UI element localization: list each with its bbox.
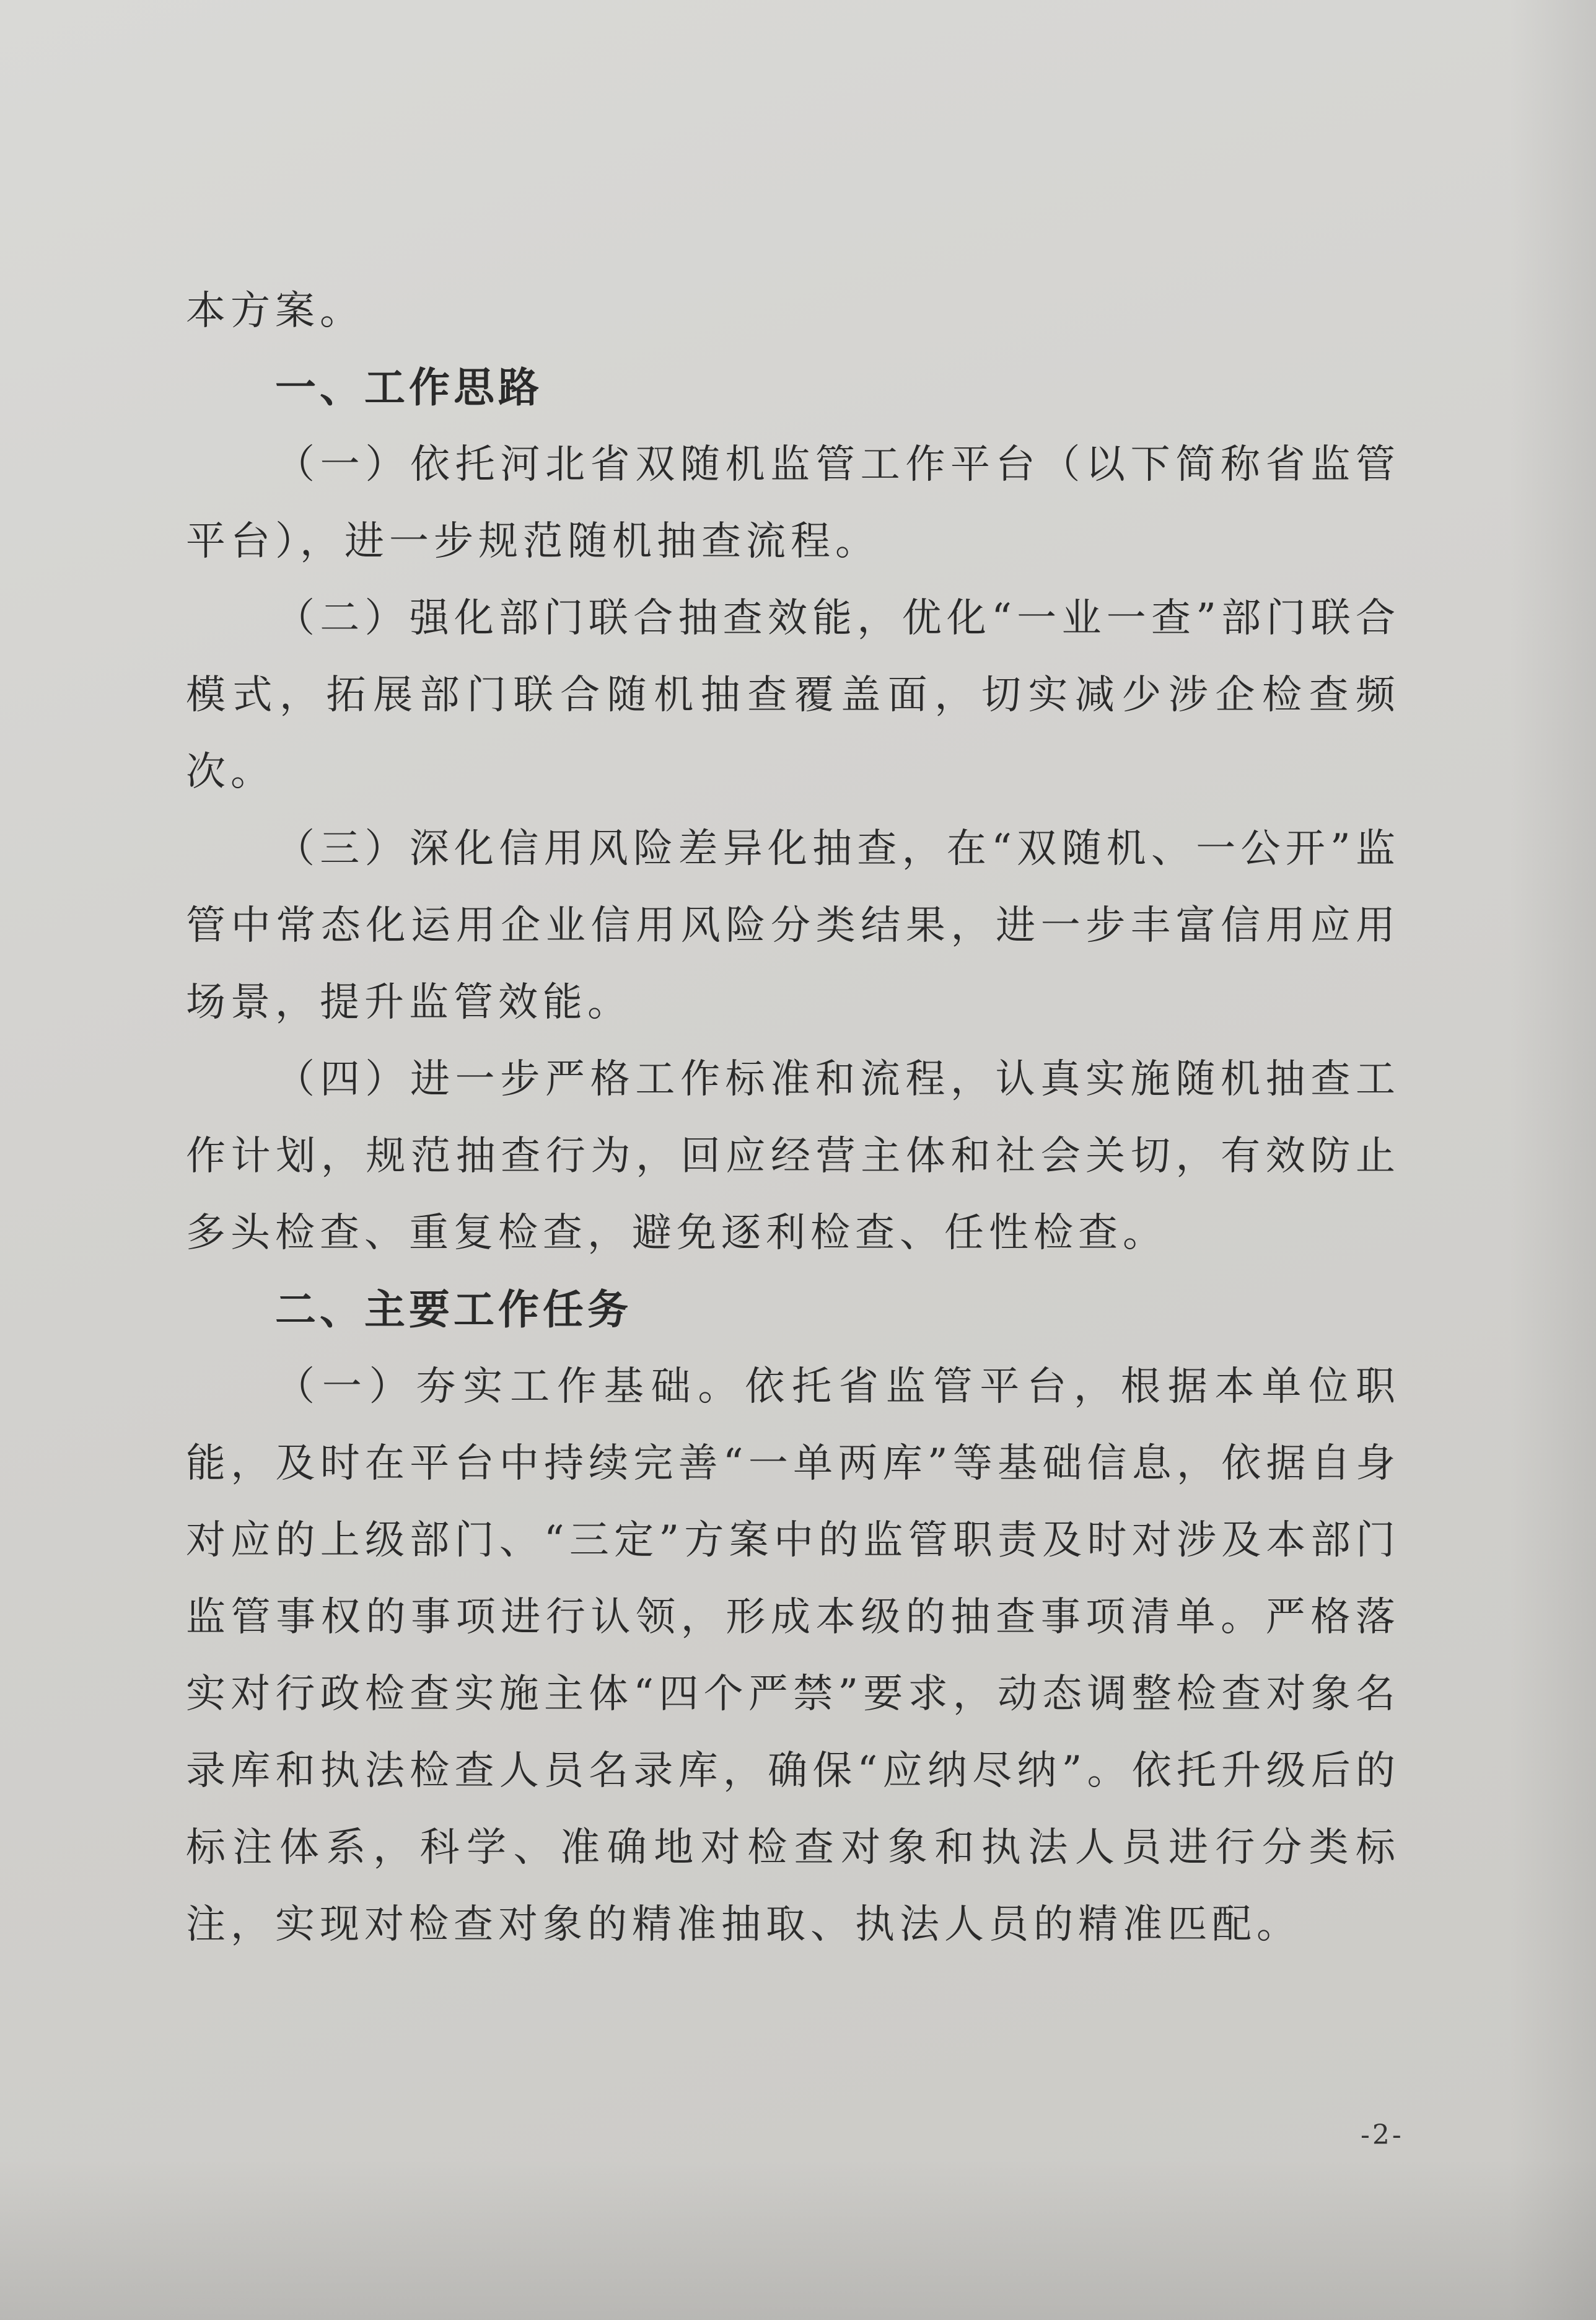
paragraph-2-1: （一）夯实工作基础。依托省监管平台，根据本单位职能，及时在平台中持续完善“一单两库”等基础信息，依据自身对应的上级部门、“三定”方案中的监管职责及时对涉及本部门监管事权的事项进行认领，形成本级的抽查事项清单。严格落实对行政检查实施主体“四个严禁”要求，动态调整检查对象名录库和执法检查人员名录库，确保“应纳尽纳”。依托升级后的标注体系，科学、准确地对检查对象和执法人员进行分类标注，实现对检查对象的精准抽取、执法人员的精准匹配。 (186, 1364, 1400, 1948)
paragraph-1-4: （四）进一步严格工作标准和流程，认真实施随机抽查工作计划，规范抽查行为，回应经营主体和社会关切，有效防止多头检查、重复检查，避免逐利检查、任性检查。 (186, 1057, 1400, 1256)
paragraph-1-2: （二）强化部门联合抽查效能，优化“一业一查”部门联合模式，拓展部门联合随机抽查覆盖面，切实减少涉企检查频次。 (186, 595, 1400, 795)
page-number: -2- (1361, 2119, 1404, 2151)
page-shadow-right (1509, 0, 1596, 2320)
paragraph-1-3: （三）深化信用风险差异化抽查，在“双随机、一公开”监管中常态化运用企业信用风险分类结果，进一步丰富信用应用场景，提升监管效能。 (186, 826, 1400, 1026)
page-shadow-bottom (0, 2159, 1596, 2320)
document-body (186, 273, 1400, 1963)
intro-line: 本方案。 (186, 288, 364, 334)
paragraph-1-1: （一）依托河北省双随机监管工作平台（以下简称省监管平台），进一步规范随机抽查流程。 (186, 442, 1400, 565)
section-heading-1: 一、工作思路 (275, 364, 543, 411)
section-heading-2: 二、主要工作任务 (275, 1286, 632, 1334)
